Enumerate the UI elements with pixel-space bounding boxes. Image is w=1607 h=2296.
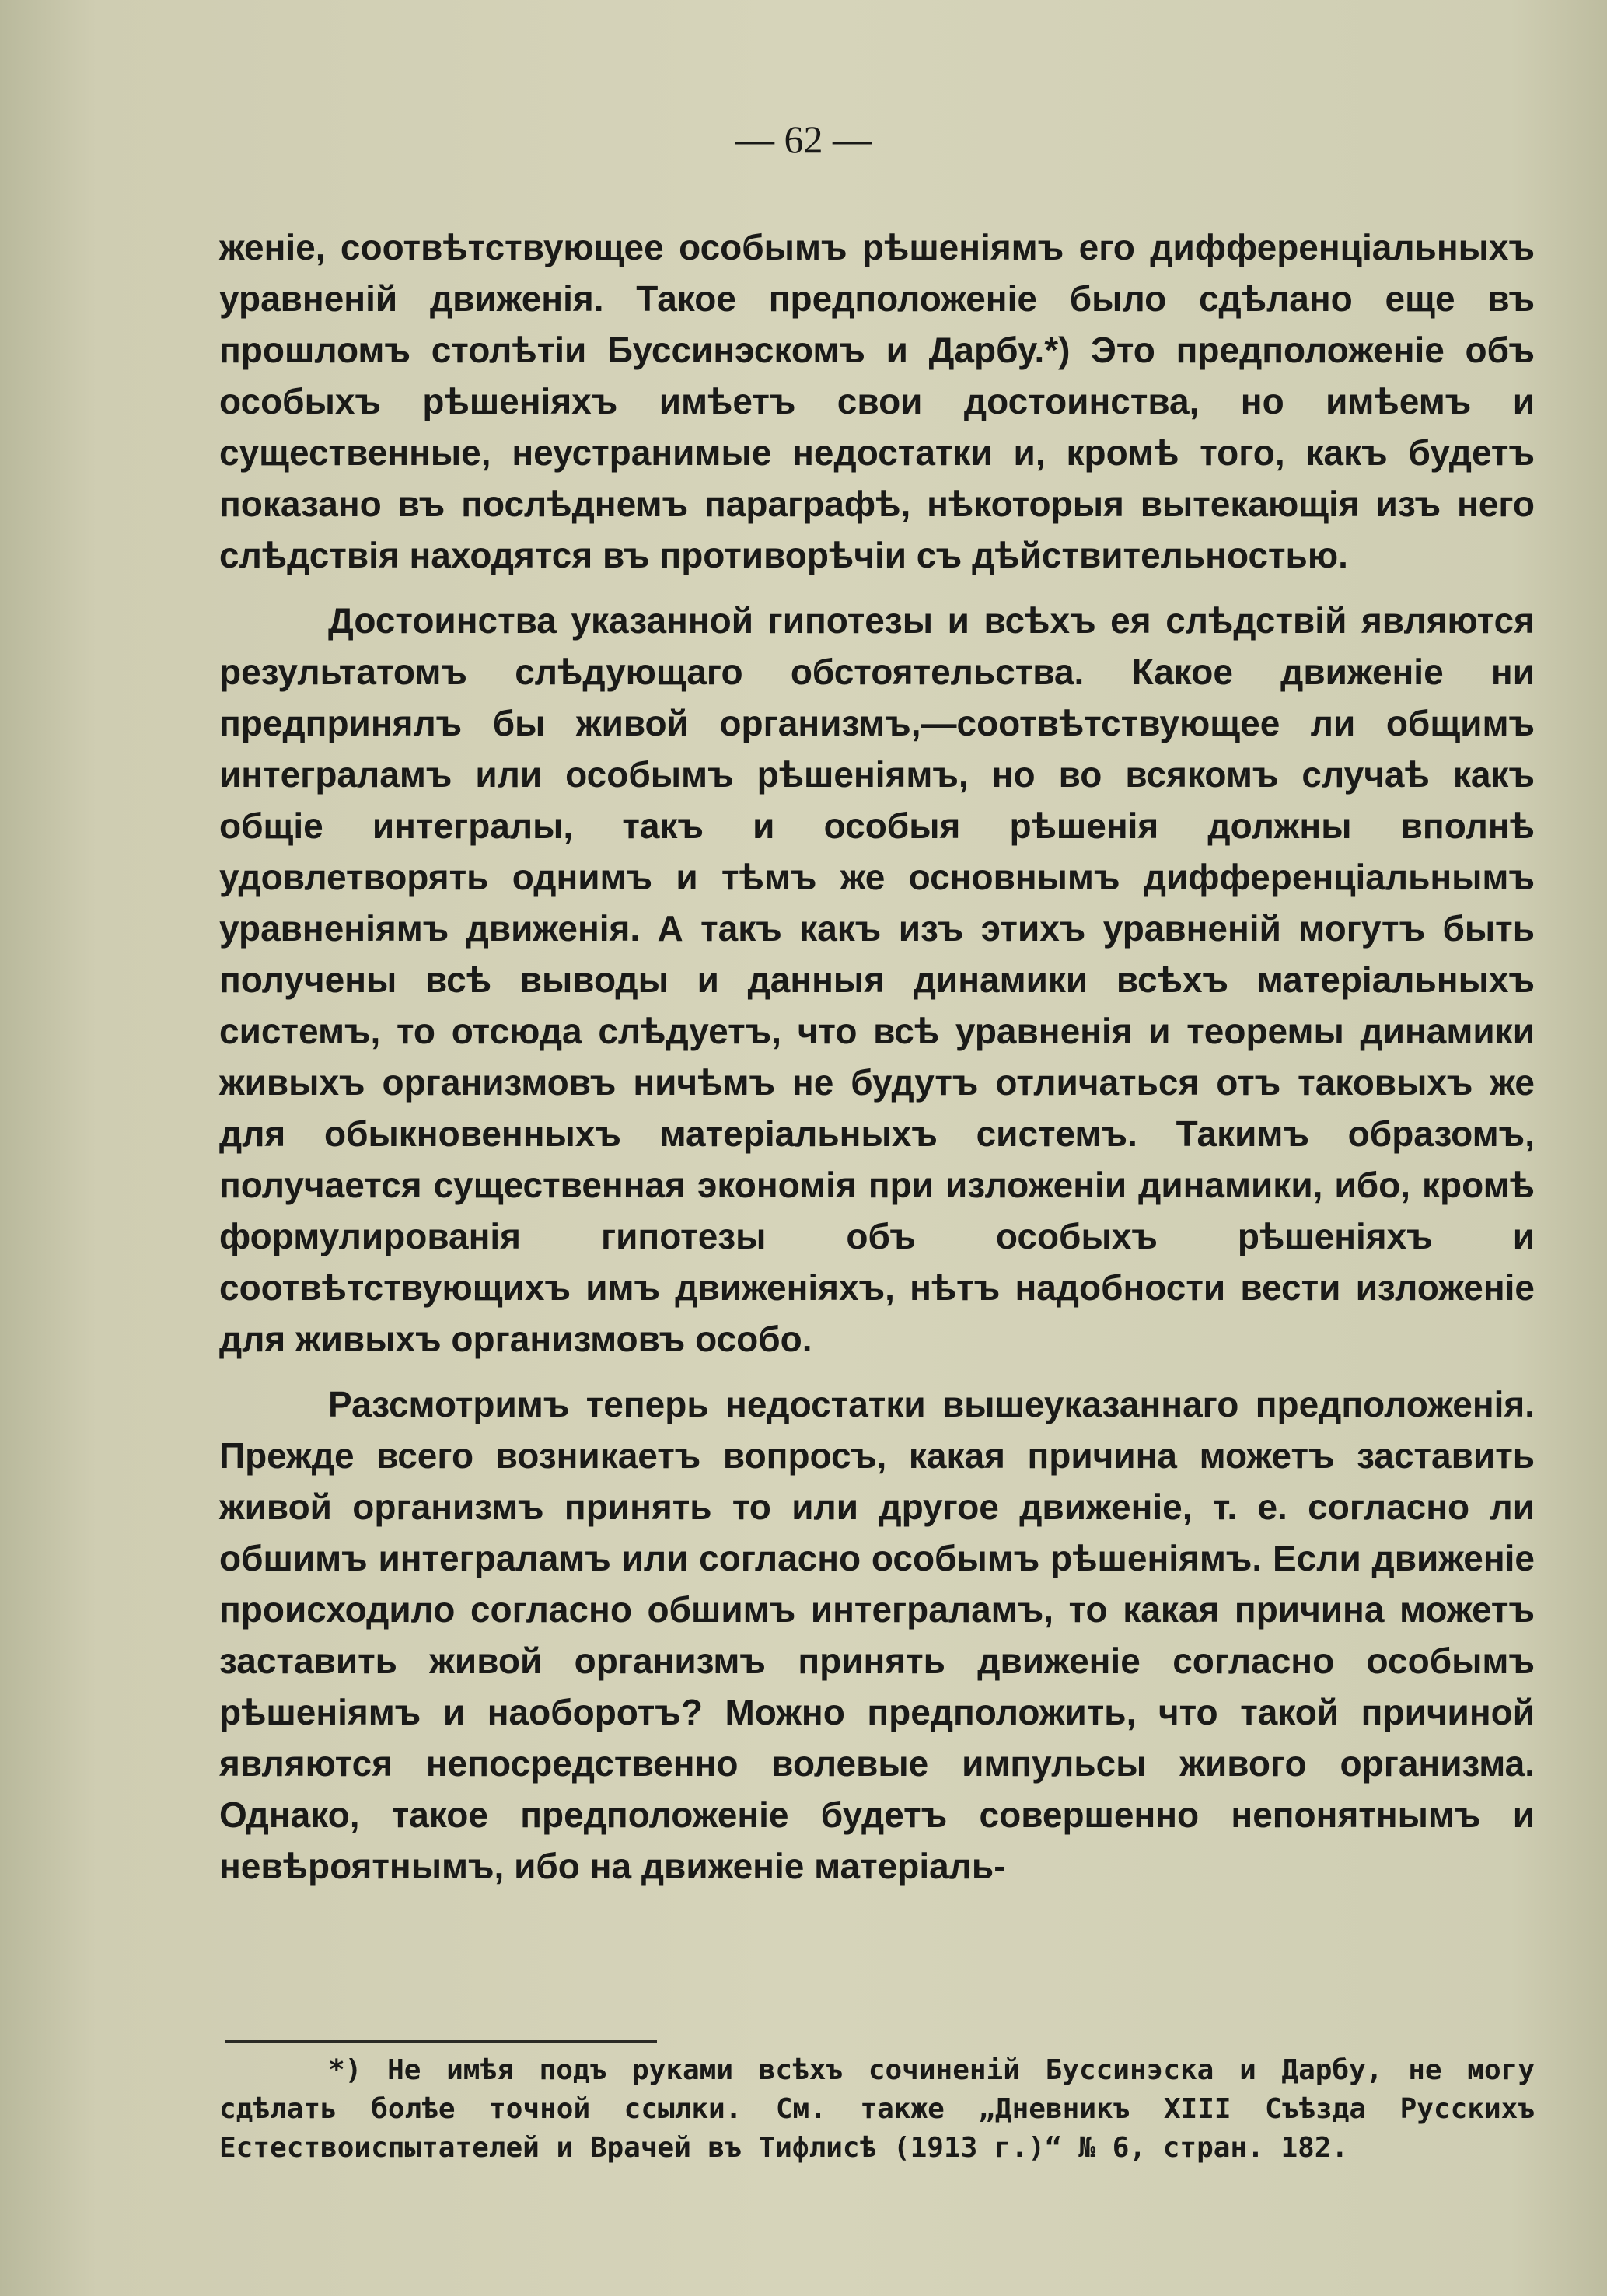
paragraph-continuation: женіе, соотвѣтствующее особымъ рѣшеніямъ его дифференціальныхъ уравненій движенія. Такое предположеніе было сдѣлано еще въ прошломъ столѣтіи Буссинэскомъ и Дарбу.*) Это предположеніе объ особыхъ рѣшеніяхъ имѣетъ свои достоинства, но имѣемъ и существенные, неустранимые недостатки и, кромѣ того, какъ будетъ показано въ послѣднемъ параграфѣ, нѣкоторыя вытекающія изъ него слѣдствія находятся въ противорѣчіи съ дѣйствительностью. [219, 227, 1535, 575]
body-text [219, 222, 1535, 1892]
paragraph: Разсмотримъ теперь недостатки вышеуказаннаго предположенія. Прежде всего возникаетъ вопросъ, какая причина можетъ заставить живой организмъ принять то или другое движеніе, т. е. согласно ли обшимъ интеграламъ или согласно особымъ рѣшеніямъ. Если движеніе происходило согласно обшимъ интеграламъ, то какая причина можетъ заставить живой организмъ принять движеніе согласно особымъ рѣшеніямъ и наоборотъ? Можно предположить, что такой причиной являются непосредственно волевые импульсы живого организма. Однако, такое предположеніе будетъ совершенно непонятнымъ и невѣроятнымъ, ибо на движеніе матеріаль- [219, 1384, 1535, 1886]
footnote [219, 2051, 1535, 2168]
footnote-text: *) Не имѣя подъ руками всѣхъ сочиненій Буссинэска и Дарбу, не могу сдѣлать болѣе точной ссылки. См. также „Дневникъ XIII Съѣзда Русскихъ Естествоиспытателей и Врачей въ Тифлисѣ (1913 г.)“ № 6, стран. 182. [219, 2054, 1535, 2164]
page-number: — 62 — [735, 117, 872, 161]
paragraph: Достоинства указанной гипотезы и всѣхъ ея слѣдствій являются результатомъ слѣдующаго обстоятельства. Какое движеніе ни предпринялъ бы живой организмъ,—соотвѣтствующее ли общимъ интеграламъ или особымъ рѣшеніямъ, но во всякомъ случаѣ какъ общіе интегралы, такъ и особыя рѣшенія должны вполнѣ удовлетворять однимъ и тѣмъ же основнымъ дифференціальнымъ уравненіямъ движенія. А такъ какъ изъ этихъ уравненій могутъ быть получены всѣ выводы и данныя динамики всѣхъ матеріальныхъ системъ, то отсюда слѣдуетъ, что всѣ уравненія и теоремы динамики живыхъ организмовъ ничѣмъ не будутъ отличаться отъ таковыхъ же для обыкновенныхъ матеріальныхъ системъ. Такимъ образомъ, получается существенная экономія при изложеніи динамики, ибо, кромѣ формулированія гипотезы объ особыхъ рѣшеніяхъ и соотвѣтствующихъ имъ движеніяхъ, нѣтъ надобности вести изложеніе для живыхъ организмовъ особо. [219, 600, 1535, 1359]
footnote-divider [225, 2040, 657, 2043]
